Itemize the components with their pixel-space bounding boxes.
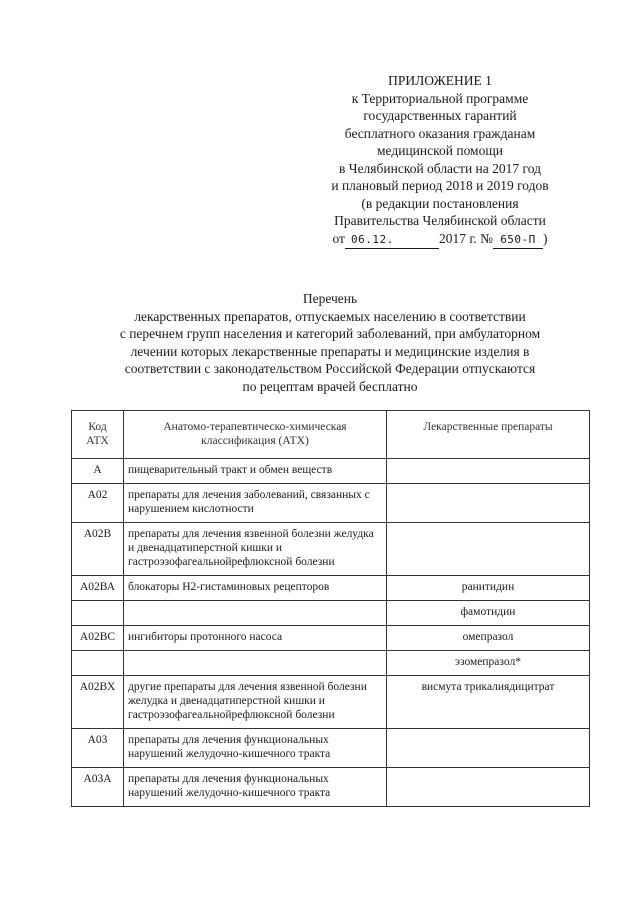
atx-code: А	[72, 459, 124, 484]
subtitle-line: лекарственных препаратов, отпускаемых населению в соответствии	[134, 308, 526, 324]
atx-code	[72, 601, 124, 626]
table-row	[72, 523, 590, 576]
appendix-line: Правительства Челябинской области	[334, 213, 546, 228]
subtitle-line: по рецептам врачей бесплатно	[242, 378, 418, 394]
drug-name	[387, 729, 590, 768]
header-drugs: Лекарственные препараты	[387, 411, 590, 459]
decree-date-line	[300, 230, 580, 250]
atx-classification: препараты для лечения заболеваний, связанных с нарушением кислотности	[124, 484, 387, 523]
atx-classification: ингибиторы протонного насоса	[124, 626, 387, 651]
atx-code: А02В	[72, 523, 124, 576]
drug-name: фамотидин	[387, 601, 590, 626]
atx-classification: препараты для лечения функциональных нарушений желудочно-кишечного тракта	[124, 729, 387, 768]
atx-classification: препараты для лечения язвенной болезни желудка и двенадцатиперстной кишки и гастроэзофагеальнойрефлюксной болезни	[124, 523, 387, 576]
appendix-line: в Челябинской области на 2017 год	[339, 160, 541, 176]
atx-code: А02ВХ	[72, 676, 124, 729]
appendix-line: и плановый период 2018 и 2019 годов	[331, 178, 549, 193]
appendix-header	[300, 72, 580, 249]
date-prefix: от	[332, 230, 345, 246]
appendix-title: ПРИЛОЖЕНИЕ 1	[388, 73, 492, 88]
table-row	[72, 601, 590, 626]
date-suffix: )	[543, 230, 548, 246]
drug-name: ранитидин	[387, 576, 590, 601]
table-row	[72, 768, 590, 807]
document-heading: Перечень	[302, 291, 358, 306]
atx-classification: препараты для лечения функциональных нарушений желудочно-кишечного тракта	[124, 768, 387, 807]
appendix-line: медицинской помощи	[377, 143, 503, 158]
header-classification: Анатомо-терапевтическо-химическая классификация (АТХ)	[124, 411, 387, 459]
table-row	[72, 576, 590, 601]
drug-name	[387, 459, 590, 484]
appendix-line: к Территориальной программе	[351, 90, 529, 106]
atx-classification: блокаторы Н2-гистаминовых рецепторов	[124, 576, 387, 601]
subtitle-line: лечении которых лекарственные препараты и медицинские изделия в	[130, 343, 530, 359]
atx-drug-table	[71, 410, 590, 807]
atx-code: А02ВС	[72, 626, 124, 651]
date-middle: 2017 г. №	[438, 230, 493, 246]
appendix-line: бесплатного оказания гражданам	[344, 125, 536, 141]
atx-classification: пищеварительный тракт и обмен веществ	[124, 459, 387, 484]
document-title-block	[70, 290, 590, 395]
atx-classification	[124, 651, 387, 676]
drug-name: омепразол	[387, 626, 590, 651]
atx-classification	[124, 601, 387, 626]
table-row	[72, 651, 590, 676]
decree-number: 650-П	[500, 232, 536, 246]
atx-code: А03А	[72, 768, 124, 807]
date-fill: 06.12.	[350, 232, 394, 246]
header-code: Код АТХ	[72, 411, 124, 459]
drug-name	[387, 484, 590, 523]
subtitle-line: с перечнем групп населения и категорий заболеваний, при амбулаторном	[119, 326, 541, 341]
table-row	[72, 729, 590, 768]
atx-code: А03	[72, 729, 124, 768]
drug-name: висмута трикалиядицитрат	[387, 676, 590, 729]
subtitle-line: соответствии с законодательством Российской Федерации отпускаются	[124, 361, 536, 376]
drug-name	[387, 523, 590, 576]
atx-code: А02ВА	[72, 576, 124, 601]
atx-classification: другие препараты для лечения язвенной болезни желудка и двенадцатиперстной кишки и гастроэзофагеальнойрефлюксной болезни	[124, 676, 387, 729]
atx-code: А02	[72, 484, 124, 523]
appendix-line: (в редакции постановления	[361, 195, 519, 211]
table-header-row	[72, 411, 590, 459]
table-row	[72, 459, 590, 484]
table-row	[72, 676, 590, 729]
table-row	[72, 626, 590, 651]
appendix-line: государственных гарантий	[363, 108, 517, 123]
drug-name: эзомепразол*	[387, 651, 590, 676]
drug-name	[387, 768, 590, 807]
atx-code	[72, 651, 124, 676]
table-row	[72, 484, 590, 523]
